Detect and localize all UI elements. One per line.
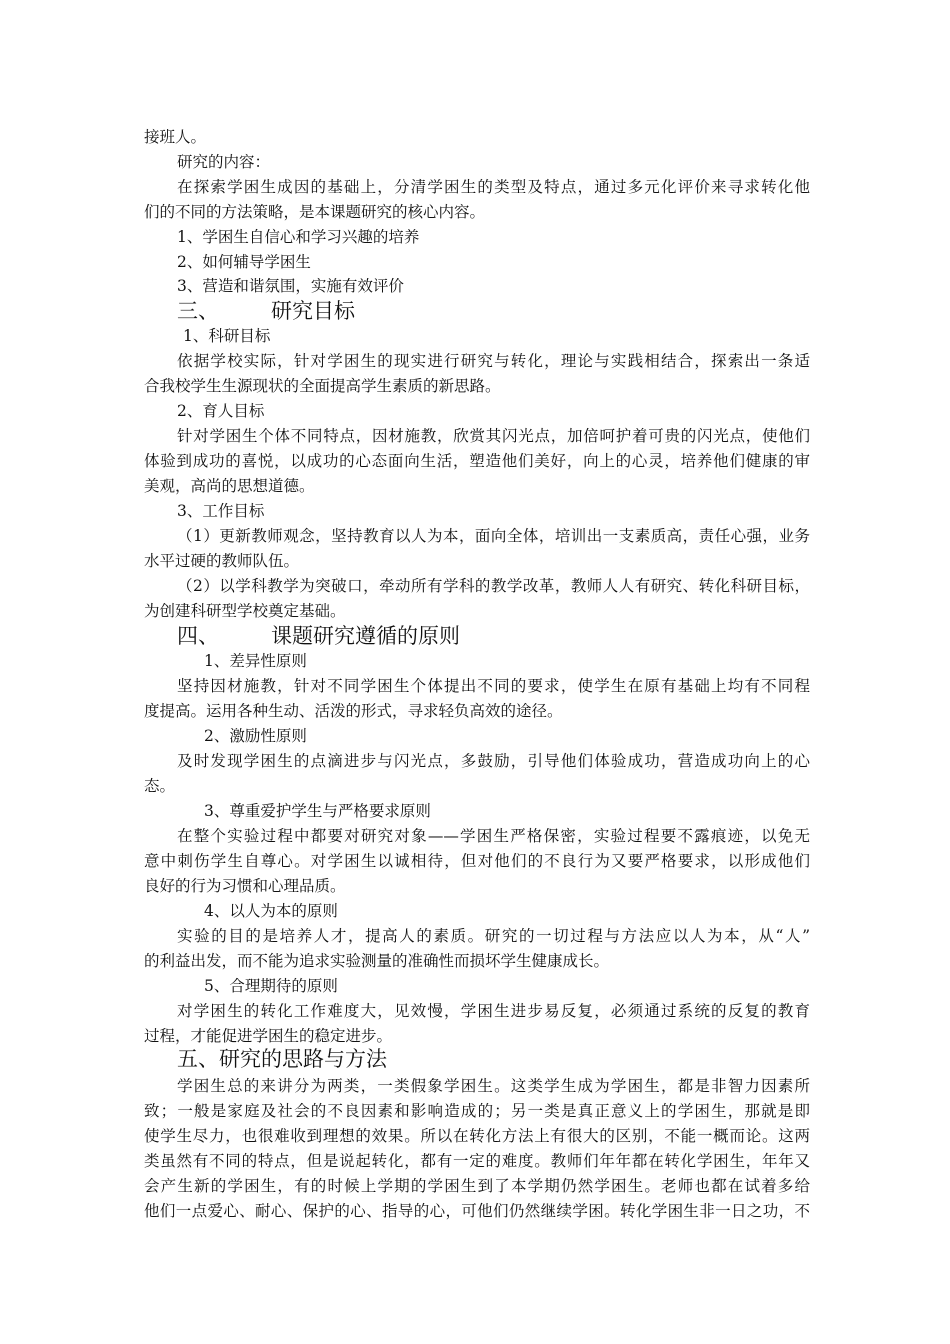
section-heading-4 (177, 622, 460, 650)
subheading: 4、以人为本的原则 (204, 902, 338, 920)
paragraph-line: 对学困生的转化工作难度大，见效慢，学困生进步易反复，必须通过系统的反复的教育 (177, 1002, 810, 1020)
paragraph-line: （2）以学科教学为突破口，牵动所有学科的教学改革，教师人人有研究、转化科研目标， (177, 577, 810, 595)
paragraph-line: 体验到成功的喜悦，以成功的心态面向生活，塑造他们美好，向上的心灵，培养他们健康的审 (144, 452, 810, 470)
paragraph-line: 坚持因材施教，针对不同学困生个体提出不同的要求，使学生在原有基础上均有不同程 (177, 677, 810, 695)
paragraph-line: 研究的内容： (177, 153, 271, 171)
subheading: 2、育人目标 (177, 402, 265, 420)
section-heading-5: 五、研究的思路与方法 (177, 1047, 387, 1071)
paragraph-line: 们的不同的方法策略，是本课题研究的核心内容。 (144, 203, 486, 221)
paragraph-line: 类虽然有不同的特点，但是说起转化，都有一定的难度。教师们年年都在转化学困生，年年又 (144, 1152, 810, 1170)
paragraph-line: 过程，才能促进学困生的稳定进步。 (144, 1027, 393, 1045)
paragraph-line: 及时发现学困生的点滴进步与闪光点，多鼓励，引导他们体验成功，营造成功向上的心 (177, 752, 810, 770)
list-item: 1、学困生自信心和学习兴趣的培养 (177, 228, 420, 246)
paragraph-line: 在整个实验过程中都要对研究对象——学困生严格保密，实验过程要不露痕迹，以免无 (177, 827, 810, 845)
paragraph-line: 的利益出发，而不能为追求实验测量的准确性而损坏学生健康成长。 (144, 952, 610, 970)
heading-text: 课题研究遵循的原则 (271, 624, 460, 648)
paragraph-line: 针对学困生个体不同特点，因材施教，欣赏其闪光点，加倍呵护着可贵的闪光点，使他们 (177, 427, 810, 445)
heading-number: 三、 (177, 299, 219, 323)
heading-number: 四、 (177, 624, 219, 648)
subheading: 1、科研目标 (183, 327, 271, 345)
list-item: 3、营造和谐氛围，实施有效评价 (177, 277, 404, 295)
paragraph-line: 态。 (144, 777, 176, 795)
paragraph-line: （1）更新教师观念，坚持教育以人为本，面向全体，培训出一支素质高，责任心强，业务 (177, 527, 810, 545)
list-item: 2、如何辅导学困生 (177, 253, 311, 271)
paragraph-line: 接班人。 (144, 128, 207, 146)
subheading: 5、合理期待的原则 (204, 977, 338, 995)
paragraph-line: 水平过硬的教师队伍。 (144, 552, 300, 570)
paragraph-line: 意中刺伤学生自尊心。对学困生以诚相待，但对他们的不良行为又要严格要求，以形成他们 (144, 852, 810, 870)
paragraph-line: 学困生总的来讲分为两类，一类假象学困生。这类学生成为学困生，都是非智力因素所 (177, 1077, 810, 1095)
paragraph-line: 良好的行为习惯和心理品质。 (144, 877, 346, 895)
paragraph-line: 实验的目的是培养人才，提高人的素质。研究的一切过程与方法应以人为本，从“人” (177, 927, 810, 945)
paragraph-line: 他们一点爱心、耐心、保护的心、指导的心，可他们仍然继续学困。转化学困生非一日之功，不 (144, 1202, 810, 1220)
paragraph-line: 依据学校实际，针对学困生的现实进行研究与转化，理论与实践相结合，探索出一条适 (177, 352, 810, 370)
subheading: 1、差异性原则 (204, 652, 307, 670)
heading-text: 研究目标 (271, 299, 355, 323)
paragraph-line: 会产生新的学困生，有的时候上学期的学困生到了本学期仍然学困生。老师也都在试着多给 (144, 1177, 810, 1195)
section-heading-3 (177, 297, 355, 325)
paragraph-line: 美观，高尚的思想道德。 (144, 477, 315, 495)
paragraph-line: 在探索学困生成因的基础上，分清学困生的类型及特点，通过多元化评价来寻求转化他 (177, 178, 810, 196)
subheading: 2、激励性原则 (204, 727, 307, 745)
paragraph-line: 致；一般是家庭及社会的不良因素和影响造成的；另一类是真正意义上的学困生，那就是即 (144, 1102, 810, 1120)
paragraph-line: 合我校学生生源现状的全面提高学生素质的新思路。 (144, 377, 501, 395)
subheading: 3、尊重爱护学生与严格要求原则 (204, 802, 431, 820)
paragraph-line: 度提高。运用各种生动、活泼的形式，寻求轻负高效的途径。 (144, 702, 563, 720)
paragraph-line: 为创建科研型学校奠定基础。 (144, 602, 346, 620)
subheading: 3、工作目标 (177, 502, 265, 520)
paragraph-line: 使学生尽力，也很难收到理想的效果。所以在转化方法上有很大的区别，不能一概而论。这两 (144, 1127, 810, 1145)
